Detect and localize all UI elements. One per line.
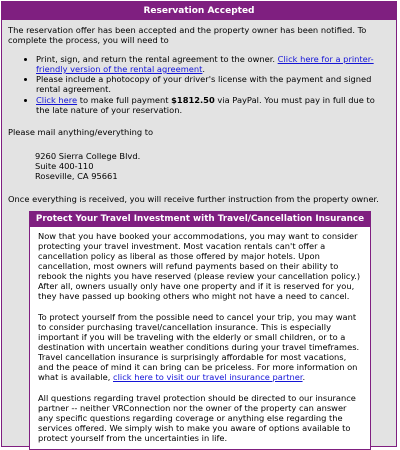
paypal-payment-link[interactable]: Click here — [36, 94, 78, 105]
payment-text: to make full payment — [77, 94, 172, 105]
payment-amount: $1812.50 — [171, 94, 215, 105]
reservation-panel — [1, 1, 397, 447]
step-license-copy: • Please include a photocopy of your driver's license with the payment and signed rental agreement. — [36, 74, 390, 95]
steps-list — [8, 54, 390, 116]
intro-text: The reservation offer has been accepted and the property owner has been notified. To complete the process, you will need to — [8, 25, 367, 46]
insurance-paragraph-1: Now that you have booked your accommodations, you may want to consider protecting your travel investment. Most vacation rentals can't offer a cancellation policy as liberal as those offered by major hotels. Upon cancellation, most owners will refund payments based on their ability to rebook the nights you have reserved (please review your cancellation policy.) After all, owners usually only have one property and if it is reserved for you, they have passed up booking others who might not have a need to cancel. — [38, 230, 361, 301]
address-line-3: Roseville, CA 95661 — [35, 171, 118, 182]
page-title: Reservation Accepted — [2, 2, 396, 20]
address-line-1: 9260 Sierra College Blvd. — [35, 150, 141, 161]
insurance-partner-link[interactable]: click here to visit our travel insurance partner — [113, 371, 303, 382]
panel-content — [2, 20, 396, 450]
insurance-body — [30, 227, 370, 449]
insurance-paragraph-2 — [38, 312, 364, 382]
step-print-text: Print, sign, and return the rental agreement to the owner. — [36, 53, 278, 64]
mail-instruction: Please mail anything/everything to — [8, 127, 154, 138]
insurance-box — [29, 211, 371, 450]
insurance-paragraph-2-end: . — [302, 371, 306, 382]
payment-note: via PayPal. You must pay in full due to the late nature of your reservation. — [36, 94, 375, 116]
address-line-2: Suite 400-110 — [35, 160, 94, 171]
step-payment — [36, 95, 390, 116]
mailing-address — [35, 151, 390, 182]
insurance-title: Protect Your Travel Investment with Travel/Cancellation Insurance — [30, 212, 370, 227]
insurance-paragraph-3: All questions regarding travel protection should be directed to our insurance partner -- neither VRConnection nor the owner of the property can answer any specific questions regarding coverage or anything else regarding the services offered. We simply wish to make you aware of options available to protect yourself from the uncertainties in life. — [38, 392, 356, 443]
step-print-after: . — [202, 63, 206, 74]
insurance-paragraph-2-text: To protect yourself from the possible need to cancel your trip, you may want to consider purchasing travel/cancellation insurance. This is especially important if you will be traveling with the elderly or small children, or to a destination with uncertain weather conditions during your travel timeframes. Travel cancellation insurance is surprisingly affordable for most vacations, and the peace of mind it can bring can be priceless. For more information on what is available, — [38, 311, 360, 382]
printer-friendly-agreement-link[interactable]: Click here for a printer-friendly version of the rental agreement — [36, 53, 374, 74]
step-print-agreement — [36, 54, 390, 75]
closing-text: Once everything is received, you will receive further instruction from the property owner. — [8, 193, 379, 204]
